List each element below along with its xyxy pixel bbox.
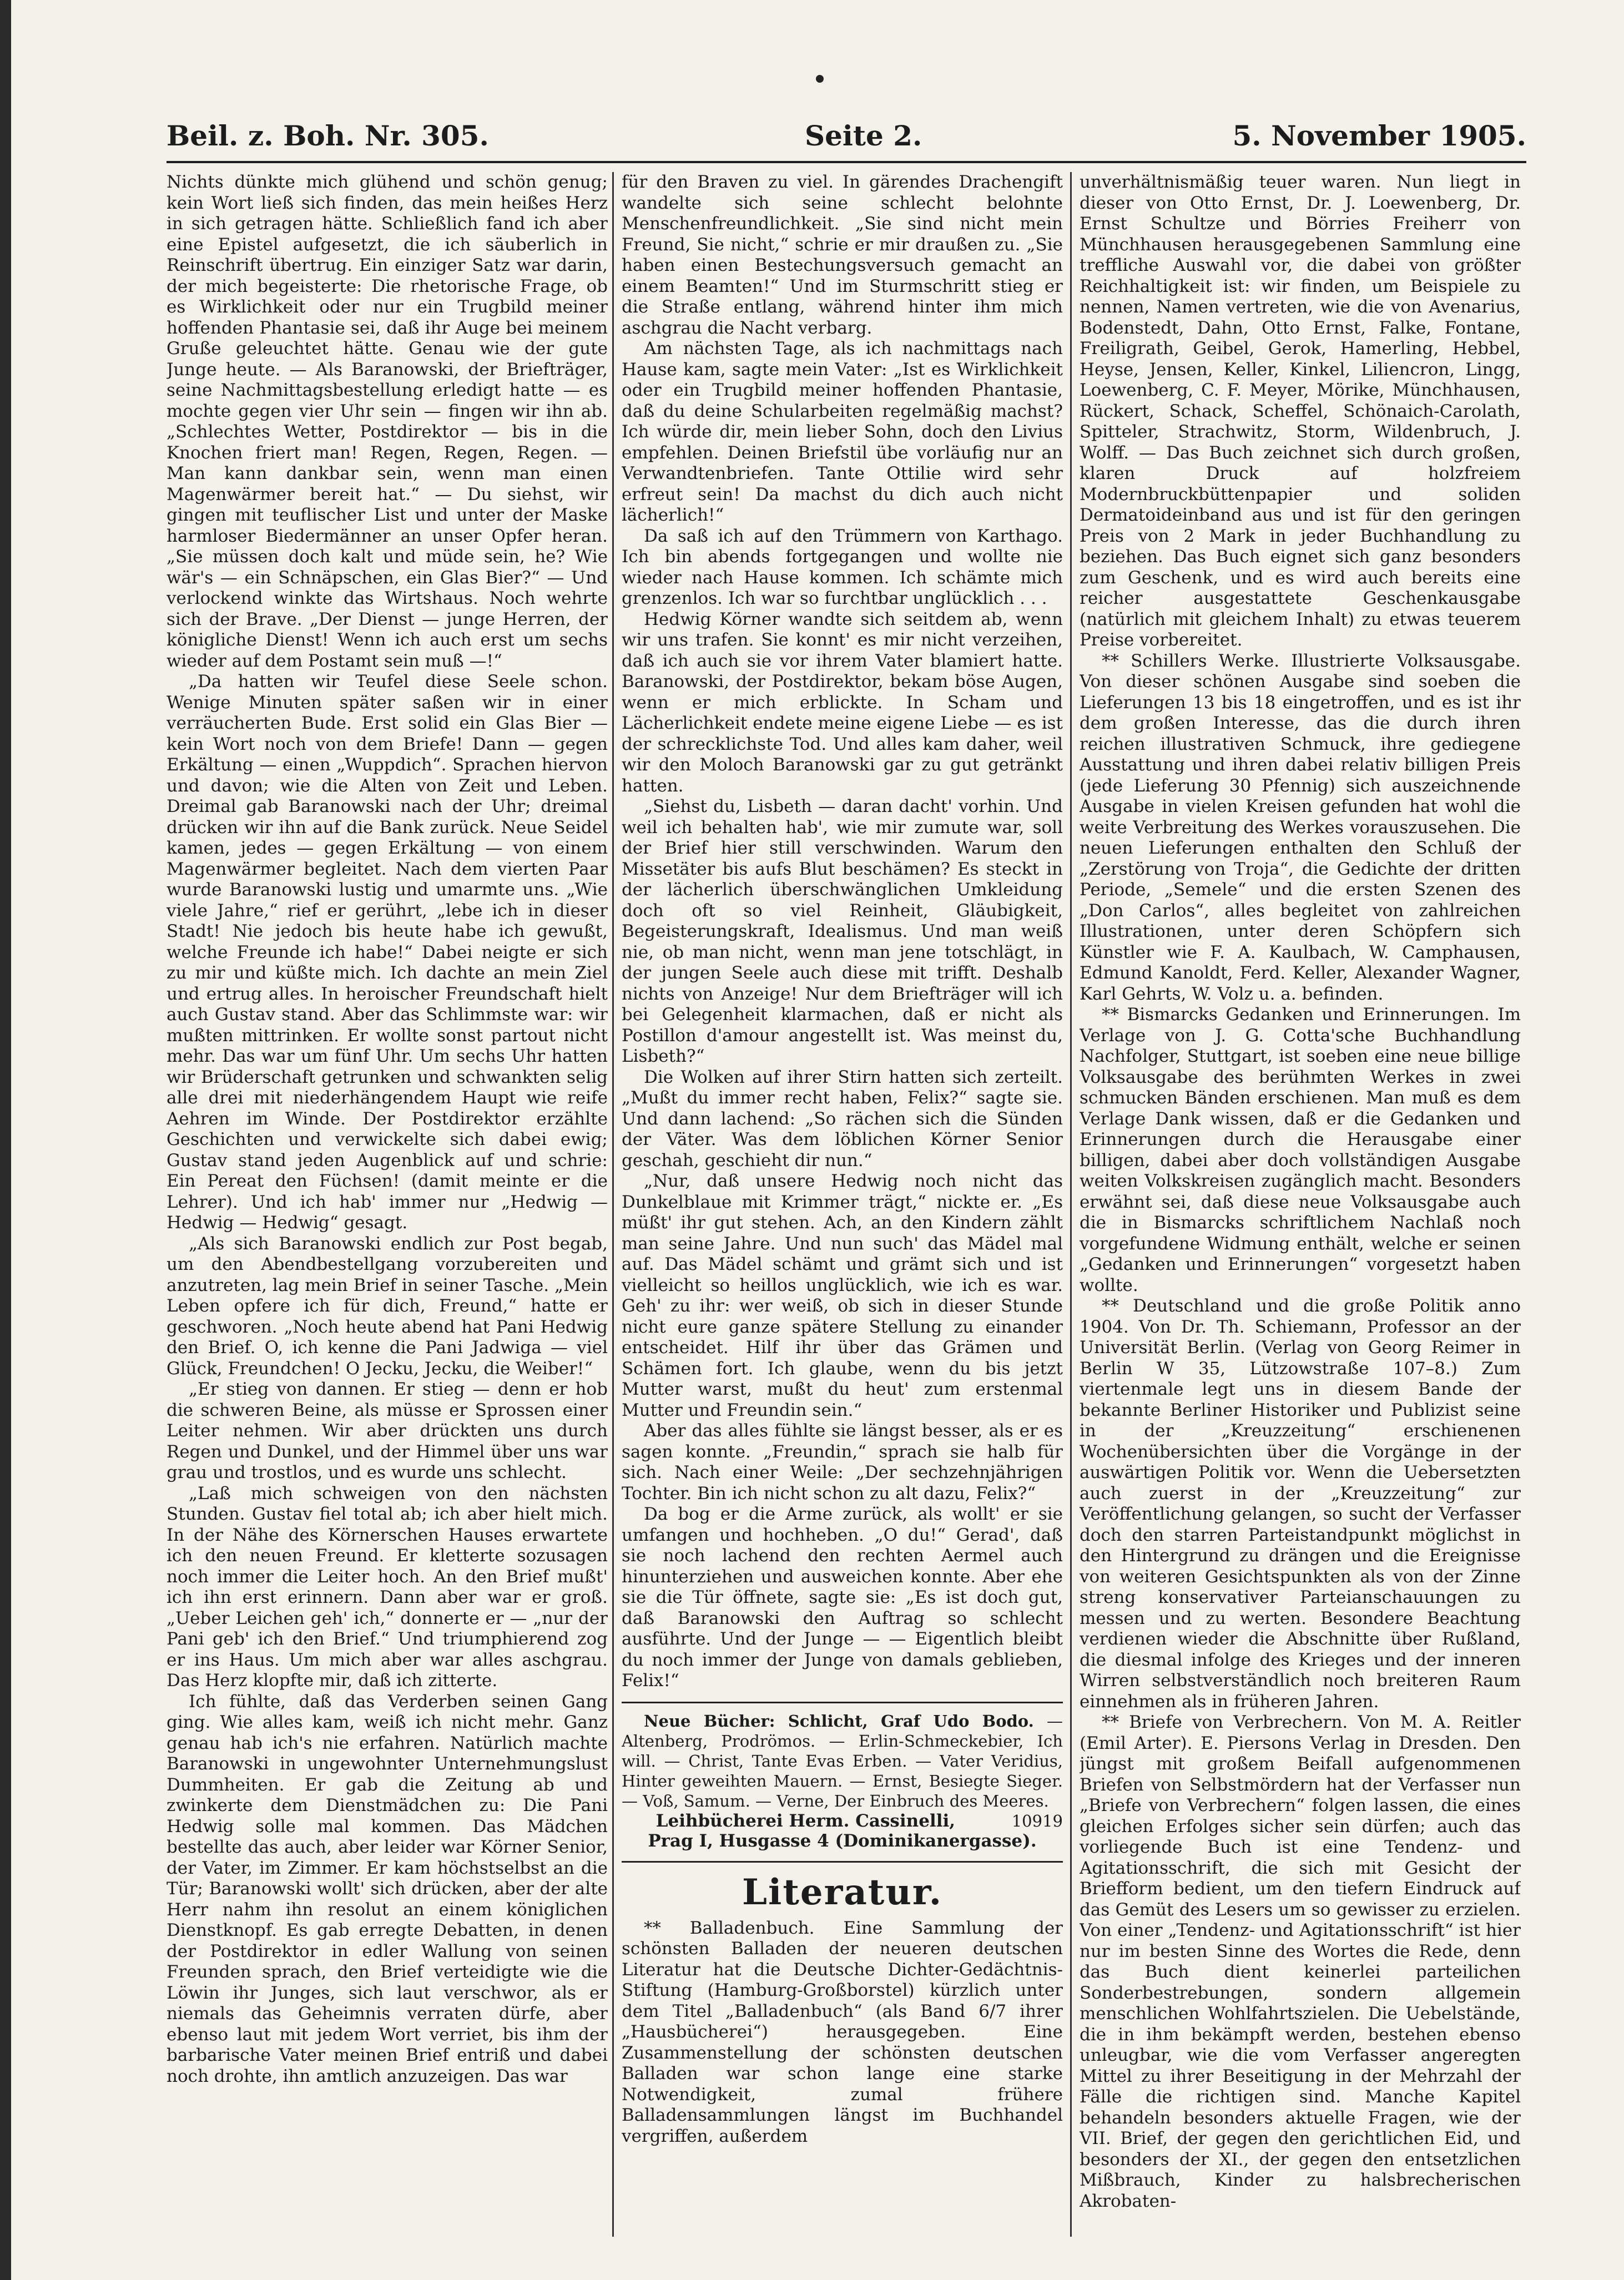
- paragraph: „Da hatten wir Teufel diese Seele schon. Wenige Minuten später saßen wir in einer verräucherten Bude. Erst solid ein Glas Bier — kein Wort noch von dem Briefe! Dann — gegen Erkältung — einen „Wuppdich“. Sprachen hiervon und davon; wie die Alten von Zeit und Leben. Dreimal gab Baranowski nach der Uhr; dreimal drücken wir ihn auf die Bank zurück. Neue Seidel kamen, jedes — gegen Erkältung — von einem Magenwärmer begleitet. Nach dem vierten Paar wurde Baranowski lustig und umarmte uns. „Wie viele Jahre,“ rief er gerührt, „lebe ich in dieser Stadt! Nie jedoch bis heute habe ich gewußt, welche Freunde ich habe!“ Dabei neigte er sich zu mir und küßte mich. Ich dachte an mein Ziel und ertrug alles. In heroischer Freundschaft hielt auch Gustav stand. Aber das Schlimmste war: wir mußten mittrinken. Er wollte sonst partout nicht mehr. Das war um fünf Uhr. Um sechs Uhr hatten wir Brüderschaft getrunken und schwankten selig alle drei mit niederhängendem Haupt wie reife Aehren im Winde. Der Postdirektor erzählte Geschichten und verwickelte sich dabei ewig; Gustav stand jeden Augenblick auf und schrie: Ein Pereat den Füchsen! (damit meinte er die Lehrer). Und ich hab' immer nur „Hedwig — Hedwig — Hedwig“ gesagt.: [167, 672, 608, 1233]
- print-mark: [816, 75, 824, 83]
- paragraph: für den Braven zu viel. In gärendes Drachengift wandelte sich seine schlecht belohnte Menschenfreundlichkeit. „Sie sind nicht mein Freund, Sie nicht,“ schrie er mir draußen zu. „Sie haben einen Bestechungsversuch gemacht an einem Beamten!“ Und im Sturmschritt stieg er die Straße entlang, während hinter ihm mich aschgrau die Nacht verbarg.: [622, 172, 1063, 338]
- review-paragraph: ** Deutschland und die große Politik anno 1904. Von Dr. Th. Schiemann, Professor an der Universität Berlin. (Verlag von Georg Reimer in Berlin W 35, Lützowstraße 107–8.) Zum viertenmale legt uns in diesem Bande der bekannte Berliner Historiker und Publizist seine in der „Kreuzzeitung“ erschienenen Wochenübersichten über die Vorgänge in der auswärtigen Politik vor. Wenn die Uebersetzten auch zuerst in der „Kreuzzeitung“ zur Veröffentlichung gelangen, so sucht der Verfasser doch den starren Parteistandpunkt möglichst in den Hintergrund zu drängen und die Ereignisse von weiteren Gesichtspunkten als von der Zinne streng konservativer Parteianschauungen zu messen und zu werten. Besondere Beachtung verdienen wieder die Abschnitte über Rußland, die diesmal infolge des Krieges und der inneren Wirren selbstverständlich noch breiteren Raum einnehmen als in früheren Jahren.: [1080, 1296, 1521, 1712]
- ad-entry: — Christ, Tante Evas Erben.: [664, 1751, 916, 1770]
- paragraph: Da bog er die Arme zurück, als wollt' er sie umfangen und hochheben. „O du!“ Gerad', daß sie noch lachend den rechten Aermel auch hinunterziehen und ausweichen konnte. Aber ehe sie die Tür öffnete, sagte sie: „Es ist doch gut, daß Baranowski den Auftrag so schlecht ausführte. Und der Junge — — Eigentlich bleibt du noch immer der Junge von damals geblieben, Felix!“: [622, 1504, 1063, 1691]
- ad-entry: — Altenberg, Prodrömos.: [622, 1711, 1063, 1751]
- ad-entry: Schlicht, Graf Udo Bodo.: [788, 1711, 1047, 1731]
- column-2: [622, 172, 1063, 2237]
- ad-entry: — Vater Veridius, Hinter geweihten Mauern.: [622, 1751, 1063, 1790]
- ad-heading: Neue Bücher:: [644, 1711, 788, 1731]
- ad-rule-top: [622, 1702, 1063, 1703]
- page-header: [167, 119, 1526, 158]
- paragraph: Am nächsten Tage, als ich nachmittags nach Hause kam, sagte mein Vater: „Ist es Wirklichkeit oder ein Trugbild meiner hoffenden Phantasie, daß du deine Schularbeiten regelmäßig machst? Ich würde dir, mein lieber Sohn, doch den Livius empfehlen. Deinen Briefstil übe vorläufig nur an Verwandtenbriefen. Tante Ottilie wird sehr erfreut sein! Da machst du dich auch nicht lächerlich!“: [622, 339, 1063, 525]
- paragraph: Nichts dünkte mich glühend und schön genug; kein Wort ließ sich finden, das mein heißes Herz in sich getragen hätte. Schließlich fand ich aber eine Epistel aufgesetzt, die ich säuberlich in Reinschrift übertrug. Ein einziger Satz war darin, der mich begeisterte: Die rhetorische Frage, ob es Wirklichkeit oder nur ein Trugbild meiner hoffenden Phantasie sei, daß ihr Auge bei meinem Gruße geleuchtet hätte. Genau wie der gute Junge heute. — Als Baranowski, der Briefträger, seine Nachmittagsbestellung erledigt hatte — es mochte gegen vier Uhr sein — fingen wir ihn ab. „Schlechtes Wetter, Postdirektor — bis in die Knochen friert man! Regen, Regen, Regen. — Man kann dankbar sein, wenn man einen Magenwärmer bereit hat.“ — Du siehst, wir gingen mit teuflischer List und unter der Maske harmloser Biedermänner an unser Opfer heran. „Sie müssen doch kalt und müde sein, he? Wie wär's — ein Schnäpschen, ein Glas Bier?“ — Und verlockend winkte das Wirtshaus. Noch wehrte sich der Brave. „Der Dienst — junge Herren, der königliche Dienst! Wenn ich auch erst um sechs wieder auf dem Postamt sein muß —!“: [167, 172, 608, 671]
- section-title-literatur: Literatur.: [742, 1871, 942, 1913]
- column-3: [1080, 172, 1521, 2237]
- ad-footer-line: Prag I, Husgasse 4 (Dominikanergasse).: [648, 1830, 1037, 1851]
- header-page-number: Seite 2.: [805, 119, 922, 152]
- ad-entry: — Verne, Der Einbruch des Meeres.: [755, 1791, 1049, 1810]
- review-paragraph: ** Balladenbuch. Eine Sammlung der schönsten Balladen der neueren deutschen Literatur hat die Deutsche Dichter-Gedächtnis-Stiftung (Hamburg-Großborstel) kürzlich unter dem Titel „Balladenbuch“ (als Band 6/7 ihrer „Hausbücherei“) herausgegeben. Eine Zusammenstellung der schönsten deutschen Balladen war schon lange eine starke Notwendigkeit, zumal frühere Balladensammlungen längst im Buchhandel vergriffen, außerdem: [622, 1918, 1063, 2146]
- header-date: 5. November 1905.: [1232, 119, 1526, 152]
- ad-footer-line: Leihbücherei Herm. Cassinelli,: [655, 1810, 956, 1831]
- header-issue: Beil. z. Boh. Nr. 305.: [167, 119, 489, 152]
- ad-entry: — Ernst, Besiegte Sieger.: [849, 1771, 1063, 1790]
- paragraph: „Er stieg von dannen. Er stieg — denn er hob die schweren Beine, als müsse er Sprossen einer Leiter nehmen. Wir aber drückten uns durch Regen und Dunkel, und der Himmel über uns war grau und trostlos, und es wurde uns schlecht.: [167, 1379, 608, 1482]
- paragraph: Da saß ich auf den Trümmern von Karthago. Ich bin abends fortgegangen und wollte nie wieder nach Hause kommen. Ich schämte mich grenzenlos. Ich war so furchtbar unglücklich . . .: [622, 526, 1063, 608]
- column-divider: [612, 172, 614, 2237]
- paragraph: Ich fühlte, daß das Verderben seinen Gang ging. Wie alles kam, weiß ich nicht mehr. Ganz genau hab ich's nie erfahren. Natürlich machte Baranowski in ungewohnter Unternehmungslust Dummheiten. Er gab die Zeitung ab und zwinkerte dem Dienstmädchen zu: Die Pani Hedwig solle mal kommen. Das Mädchen bestellte das auch, aber leider war Körner Senior, der Vater, im Zimmer. Er kam höchstselbst an die Tür; Baranowski wollt' sich drücken, aber der alte Herr nahm ihn resolut an einem königlichen Dienstknopf. Es gab erregte Debatten, in denen der Postdirektor in edler Wallung von seinen Freunden sprach, den Brief verteidigte wie die Löwin ihr Junges, sich laut verschwor, als er niemals das Geheimnis verraten dürfe, aber ebenso laut mit jedem Wort verriet, bis ihm der barbarische Vater meinen Brief entriß und dabei noch drohte, ihn amtlich anzuzeigen. Das war: [167, 1691, 608, 2086]
- ad-entry: — Voß, Samum.: [622, 1791, 756, 1810]
- review-paragraph: ** Briefe von Verbrechern. Von M. A. Reitler (Emil Arter). E. Piersons Verlag in Dresden. Den jüngst mit großem Beifall aufgenommenen Briefen von Selbstmördern hat der Verfasser nun „Briefe von Verbrechern“ folgen lassen, die eines gleichen Erfolges sicher sein dürfen; auch das vorliegende Buch ist eine Tendenz- und Agitationsschrift, die sich mit Gesicht der Briefform bedient, um den tiefern Eindruck auf das Gemüt des Lesers um so gewisser zu erzielen. Von einer „Tendenz- und Agitationsschrift“ ist hier nur im besten Sinne des Wortes die Rede, denn das Buch dient keinerlei parteilichen Sonderbestrebungen, sondern allgemein menschlichen Wohlfahrtszielen. Die Uebelstände, die in ihm bekämpft werden, bestehen ebenso unleugbar, wie die vom Verfasser angeregten Mittel zu ihrer Beseitigung in der Mehrzahl der Fälle die richtigen sind. Manche Kapitel behandeln besonders aktuelle Fragen, wie der VII. Brief, der gegen den gerichtlichen Eid, und besonders der XI., der gegen den entsetzlichen Mißbrauch, Kinder zu halsbrecherischen Akrobaten-: [1080, 1712, 1521, 2211]
- paragraph: Hedwig Körner wandte sich seitdem ab, wenn wir uns trafen. Sie konnt' es mir nicht verzeihen, daß ich auch sie vor ihrem Vater blamiert hatte. Baranowski, der Postdirektor, bekam böse Augen, wenn er mich erblickte. In Scham und Lächerlichkeit endete meine eigene Liebe — es ist der schrecklichste Tod. Und alles kam daher, weil wir den Moloch Baranowski gar zu gut getränkt hatten.: [622, 609, 1063, 796]
- review-paragraph: ** Schillers Werke. Illustrierte Volksausgabe. Von dieser schönen Ausgabe sind soeben die Lieferungen 13 bis 18 eingetroffen, und es ist ihr dem großen Interesse, das die durch ihren reichen illustrativen Schmuck, ihre gediegene Ausstattung und ihren dabei relativ billigen Preis (jede Lieferung 30 Pfennig) sich auszeichnende Ausgabe in vielen Kreisen gefunden hat wohl die weite Verbreitung des Werkes vorauszusehen. Die neuen Lieferungen enthalten den Schluß der „Zerstörung von Troja“, die Gedichte der dritten Periode, „Semele“ und die ersten Szenen des „Don Carlos“, alles begleitet von zahlreichen Illustrationen, unter deren Schöpfern sich Künstler wie F. A. Kaulbach, W. Camphausen, Edmund Kanoldt, Ferd. Keller, Alexander Wagner, Karl Gehrts, W. Volz u. a. befinden.: [1080, 650, 1521, 1004]
- page-edge: [0, 0, 11, 2280]
- paragraph: Die Wolken auf ihrer Stirn hatten sich zerteilt. „Mußt du immer recht haben, Felix?“ sagte sie. Und dann lachend: „So rächen sich die Sünden der Väter. Was dem löblichen Körner Senior geschah, geschieht dir nun.“: [622, 1067, 1063, 1171]
- paragraph: „Nur, daß unsere Hedwig noch nicht das Dunkelblaue mit Krimmer trägt,“ nickte er. „Es müßt' ihr gut stehen. Ach, an den Kindern zählt man seine Jahre. Und nun such' das Mädel mal auf. Das Mädel schämt und grämt sich und ist vielleicht so heillos unglücklich, wie ich es war. Geh' zu ihr: wer weiß, ob sich in dieser Stunde nicht eure ganze spätere Stellung zu einander entscheidet. Hilf ihr über das Grämen und Schämen fort. Ich glaube, wenn du bis jetzt Mutter warst, mußt du heut' zum erstenmal Mutter und Freundin sein.“: [622, 1171, 1063, 1420]
- column-1: [167, 172, 608, 2237]
- paragraph: „Laß mich schweigen von den nächsten Stunden. Gustav fiel total ab; ich aber hielt mich. In der Nähe des Körnerschen Hauses erwartete ich den neuen Freund. Er kletterte sozusagen noch immer die Leiter hoch. An den Brief mußt' ich ihn erst erinnern. Dann aber war er groß. „Ueber Leichen geh' ich,“ donnerte er — „nur der Pani geb' ich den Brief.“ Und triumphierend zog er ins Haus. Um mich aber war alles aschgrau. Das Herz klopfte mir, daß ich zitterte.: [167, 1483, 608, 1691]
- ad-entry: — Erlin-Schmeckebier, Ich will.: [622, 1731, 1063, 1770]
- paragraph: „Als sich Baranowski endlich zur Post begab, um den Abendbestellgang vorzubereiten und anzutreten, lag mein Brief in seiner Tasche. „Mein Leben opfere ich für dich, Freund,“ hatte er geschworen. „Noch heute abend hat Pani Hedwig den Brief. O, ich kenne die Pani Jadwiga — viel Glück, Freundchen! O Jecku, Jecku, die Weiber!“: [167, 1233, 608, 1379]
- paragraph: Aber das alles fühlte sie längst besser, als er es sagen konnte. „Freundin,“ sprach sie halb für sich. Nach einer Weile: „Der sechzehnjährigen Tochter. Bin ich nicht schon zu alt dazu, Felix?“: [622, 1421, 1063, 1504]
- paragraph: „Siehst du, Lisbeth — daran dacht' vorhin. Und weil ich behalten hab', wie mir zumute war, soll der Brief hier still verschwinden. Warum den Missetäter bis aufs Blut beschämen? Es steckt in der lächerlich überschwänglichen Umkleidung doch oft so viel Reinheit, Gläubigkeit, Begeisterungskraft, Idealismus. Und man weiß nie, ob man nicht, wenn man jene totschlägt, in der jungen Seele auch diese mit trifft. Deshalb nichts von Anzeige! Nur dem Briefträger will ich bei Gelegenheit klarmachen, daß er nicht als Postillon d'amour angestellt ist. Was meinst du, Lisbeth?“: [622, 796, 1063, 1066]
- ad-rule-bottom: [622, 1861, 1063, 1863]
- review-paragraph: ** Bismarcks Gedanken und Erinnerungen. Im Verlage von J. G. Cotta'sche Buchhandlung Nachfolger, Stuttgart, ist soeben eine neue billige Volksausgabe des berühmten Werkes in zwei schmucken Bänden erschienen. Man muß es dem Verlage Dank wissen, daß er die Gedanken und Erinnerungen durch die Herausgabe einer billigen, dabei aber doch vollständigen Ausgabe weiten Volkskreisen zugänglich macht. Besonders erwähnt sei, daß diese neue Volksausgabe auch die in Bismarcks schriftlichem Nachlaß noch vorgefundene Widmung enthält, welche er seinen „Gedanken und Erinnerungen“ vorgesetzt haben wollte.: [1080, 1005, 1521, 1295]
- ad-number: 10919: [1011, 1811, 1063, 1830]
- column-divider: [1070, 172, 1072, 2237]
- header-rule: [167, 161, 1526, 163]
- review-paragraph: unverhältnismäßig teuer waren. Nun liegt in dieser von Otto Ernst, Dr. J. Loewenberg, Dr. Ernst Schultze und Börries Freiherr von Münchhausen herausgegebenen Sammlung eine treffliche Auswahl vor, die dabei von größter Reichhaltigkeit ist: wir finden, um Beispiele zu nennen, Namen vertreten, wie die von Avenarius, Bodenstedt, Dahn, Otto Ernst, Falke, Fontane, Freiligrath, Geibel, Gerok, Hamerling, Hebbel, Heyse, Jensen, Keller, Kinkel, Liliencron, Lingg, Loewenberg, C. F. Meyer, Mörike, Münchhausen, Rückert, Schack, Scheffel, Schönaich-Carolath, Spitteler, Strachwitz, Storm, Wildenbruch, J. Wolff. — Das Buch zeichnet sich durch großen, klaren Druck auf holzfreiem Modernbruckbüttenpapier und soliden Dermatoideinband aus und ist für den geringen Preis von 2 Mark in jeder Buchhandlung zu beziehen. Das Buch eignet sich ganz besonders zum Geschenk, und es wird auch bereits eine reicher ausgestattete Geschenkausgabe (natürlich mit gleichem Inhalt) zu etwas teuerem Preise vorbereitet.: [1080, 172, 1521, 650]
